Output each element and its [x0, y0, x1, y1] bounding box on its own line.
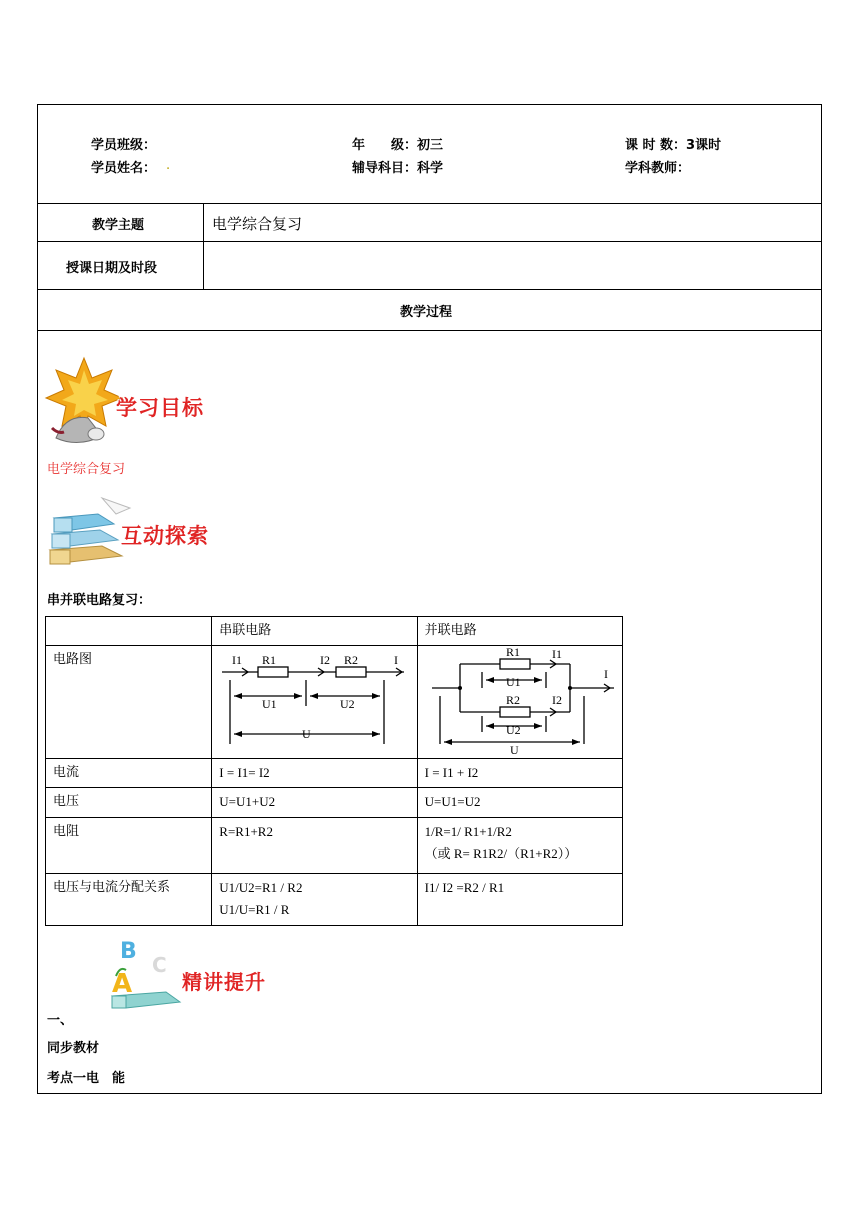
table-header-row [46, 617, 623, 646]
series-diagram-cell [212, 646, 417, 759]
series-distribution-line2: U1/U=R1 / R [219, 902, 290, 917]
label-i: I [394, 653, 399, 667]
label-u: U [302, 727, 311, 741]
subject-label: 辅导科目：科学 [352, 161, 444, 176]
parallel-voltage: U=U1=U2 [417, 788, 622, 818]
divider [38, 289, 821, 290]
series-current: I = I1= I2 [212, 759, 417, 788]
divider [38, 203, 821, 204]
label-r2: R2 [344, 653, 359, 667]
item-one: 一、 [47, 1013, 74, 1028]
table-row [46, 818, 623, 874]
parallel-resistance-line2: （或 R= R1R2/（R1+R2）） [424, 846, 578, 861]
label-u2: U2 [505, 723, 521, 737]
teacher-label: 学科教师： [625, 161, 691, 176]
label-u2: U2 [340, 697, 355, 711]
table-row [46, 874, 623, 926]
parallel-resistance-line1: 1/R=1/ R1+1/R2 [424, 824, 512, 839]
parallel-diagram-cell [417, 646, 622, 759]
table-header-series: 串联电路 [212, 617, 417, 646]
label-i2: I2 [551, 693, 562, 707]
svg-text:C: C [152, 953, 167, 977]
parallel-distribution: I1/ I2 =R2 / R1 [417, 874, 622, 926]
table-header-parallel: 并联电路 [417, 617, 622, 646]
label-u1: U1 [505, 675, 521, 689]
sync-title: 同步教材 [47, 1041, 100, 1056]
series-resistance: R=R1+R2 [212, 818, 417, 874]
review-title: 串并联电路复习： [47, 593, 152, 608]
divider [38, 241, 821, 242]
maple-leaf-bell-icon [44, 356, 124, 446]
series-distribution-cell [212, 874, 417, 926]
class-label: 学员班级： [91, 138, 157, 153]
parallel-current: I = I1 + I2 [417, 759, 622, 788]
row-label-diagram: 电路图 [46, 646, 212, 759]
parallel-resistance-cell [417, 818, 622, 874]
label-i1: I1 [551, 647, 562, 661]
svg-text:A: A [112, 969, 133, 999]
label-r1: R1 [505, 646, 520, 659]
name-label: 学员姓名： [91, 161, 157, 176]
topic-value: 电学综合复习 [212, 215, 303, 233]
label-u1: U1 [262, 697, 277, 711]
table-row [46, 788, 623, 818]
grade-label: 年 级：初三 [352, 138, 444, 153]
explore-banner: 互动探索 [121, 524, 209, 548]
row-label-distribution: 电压与电流分配关系 [46, 874, 212, 926]
table-cell [46, 617, 212, 646]
point-title: 考点一电 能 [47, 1071, 126, 1086]
comparison-table [45, 616, 623, 926]
process-label: 教学过程 [400, 305, 453, 320]
name-mark: . [166, 158, 171, 173]
label-i2: I2 [320, 653, 331, 667]
table-row [46, 646, 623, 759]
row-label-current: 电流 [46, 759, 212, 788]
label-r1: R1 [262, 653, 277, 667]
goal-banner: 学习目标 [116, 396, 204, 420]
label-r2: R2 [505, 693, 520, 707]
row-label-resistance: 电阻 [46, 818, 212, 874]
table-row [46, 759, 623, 788]
lecture-banner: 精讲提升 [182, 970, 266, 994]
parallel-circuit-diagram [418, 646, 622, 756]
series-distribution-line1: U1/U2=R1 / R2 [219, 880, 303, 895]
hours-label: 课 时 数：3课时 [625, 138, 722, 153]
abc-blocks-icon [106, 936, 186, 1012]
svg-text:B: B [120, 939, 137, 964]
series-voltage: U=U1+U2 [212, 788, 417, 818]
label-u: U [509, 743, 519, 756]
topic-label: 教学主题 [92, 218, 145, 233]
divider [38, 330, 821, 331]
date-label: 授课日期及时段 [66, 261, 158, 276]
label-i: I [603, 667, 608, 681]
divider [203, 203, 204, 289]
goal-text: 电学综合复习 [47, 462, 126, 477]
label-i1: I1 [232, 653, 243, 667]
row-label-voltage: 电压 [46, 788, 212, 818]
series-circuit-diagram [212, 646, 416, 756]
